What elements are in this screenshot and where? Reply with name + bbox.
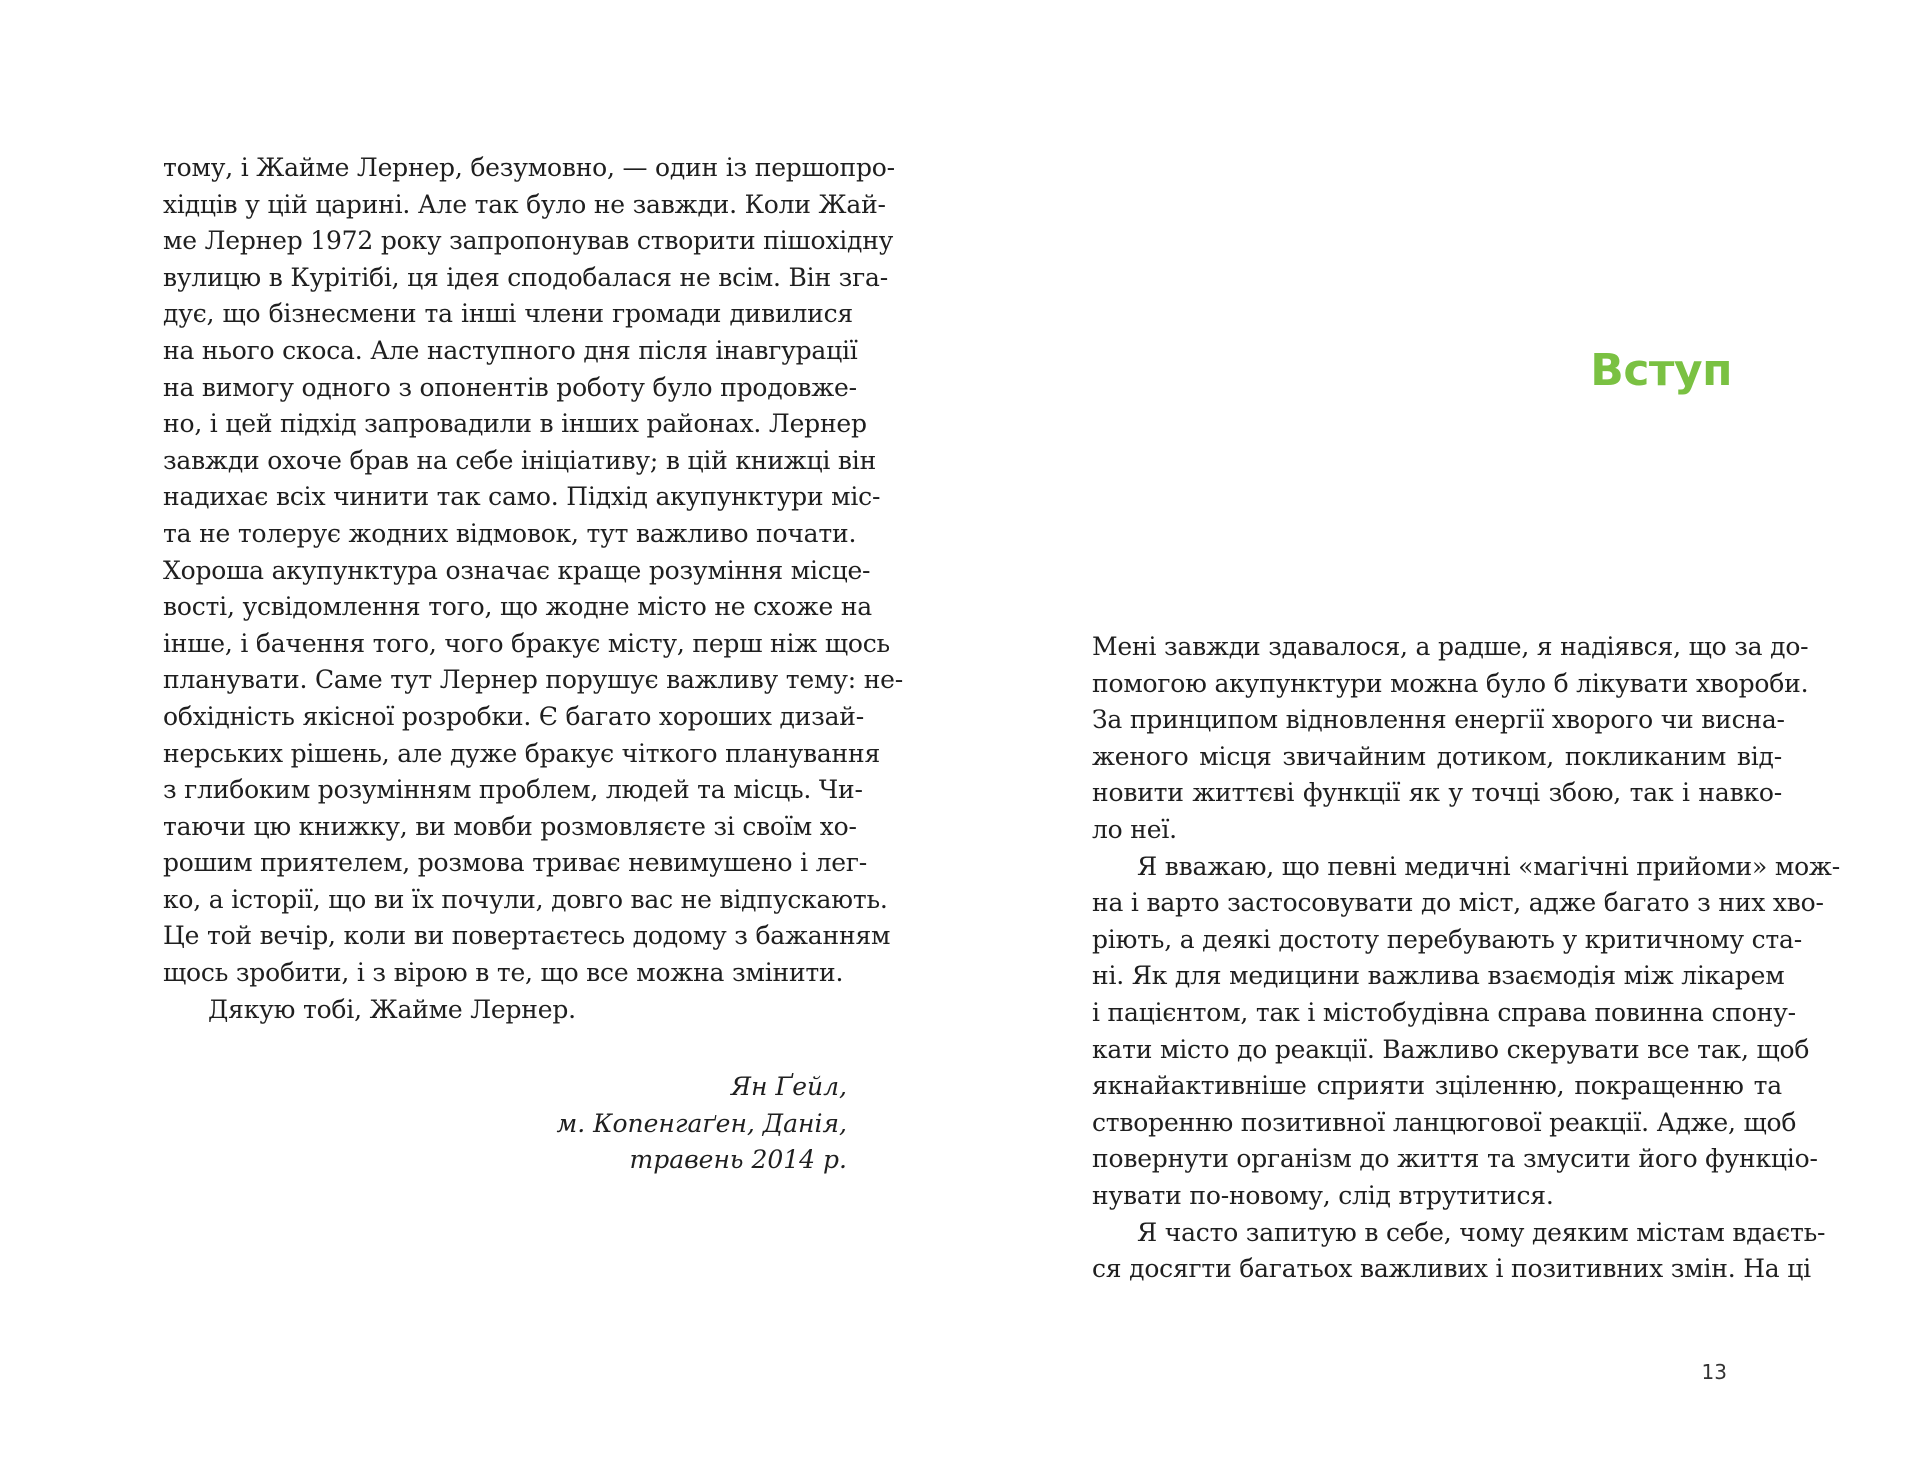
text-line: Це той вечір, коли ви повертаєтесь додому з бажанням [163, 921, 891, 951]
left-page-text [163, 150, 904, 1028]
text-line: кати місто до реакції. Важливо скерувати все так, щоб [1092, 1034, 1810, 1064]
text-line: нерських рішень, але дуже бракує чіткого планування [163, 738, 881, 768]
text-line: ріють, а деякі достоту перебувають у критичному ста- [1092, 924, 1803, 954]
signature-place: м. Копенгаґен, Данія, [556, 1108, 847, 1138]
signature-name: Ян Ґейл, [730, 1072, 847, 1101]
text-line: інше, і бачення того, чого бракує місту, перш ніж щось [163, 628, 890, 658]
text-line: нувати по-новому, слід втрутитися. [1092, 1180, 1554, 1210]
right-page [960, 0, 1920, 1477]
signature [163, 1069, 847, 1179]
text-line: но, і цей підхід запровадили в інших районах. Лернер [163, 409, 867, 439]
text-line: якнайактивніше сприяти зціленню, покращенню та [1092, 1071, 1782, 1101]
text-line: ні. Як для медицини важлива взаємодія між лікарем [1092, 961, 1785, 991]
text-line: ме Лернер 1972 року запропонував створити пішохідну [163, 226, 894, 256]
text-line: таючи цю книжку, ви мовби розмовляєте зі своїм хо- [163, 811, 857, 841]
text-line: помогою акупунктури можна було б лікувати хвороби. [1092, 668, 1809, 698]
right-page-text [1092, 629, 1840, 1288]
text-line: Я вважаю, що певні медичні «магічні прийоми» мож- [1137, 851, 1840, 881]
text-line: За принципом відновлення енергії хворого чи висна- [1092, 705, 1785, 735]
text-line: на вимогу одного з опонентів роботу було продовже- [163, 372, 857, 402]
text-line: рошим приятелем, розмова триває невимушено і лег- [163, 848, 868, 878]
text-line: повернути організм до життя та змусити його функціо- [1092, 1144, 1818, 1174]
text-line: вулицю в Курітібі, ця ідея сподобалася не всім. Він зга- [163, 262, 888, 292]
text-line: та не толерує жодних відмовок, тут важливо почати. [163, 518, 857, 548]
chapter-title: Вступ [1590, 345, 1732, 396]
text-line: ся досягти багатьох важливих і позитивних змін. На ці [1092, 1254, 1811, 1284]
text-line: вості, усвідомлення того, що жодне місто не схоже на [163, 592, 872, 622]
text-line: ло неї. [1092, 814, 1177, 844]
text-line: женого місця звичайним дотиком, покликаним від- [1092, 741, 1782, 771]
text-line: на і варто застосовувати до міст, адже багато з них хво- [1092, 888, 1824, 918]
signature-date: травень 2014 р. [629, 1145, 847, 1175]
text-line: щось зробити, і з вірою в те, що все можна змінити. [163, 958, 844, 988]
text-line: Мені завжди здавалося, а радше, я надіявся, що за до- [1092, 632, 1809, 661]
text-line: надихає всіх чинити так само. Підхід акупунктури міс- [163, 482, 881, 512]
text-line: з глибоким розумінням проблем, людей та місць. Чи- [163, 775, 863, 805]
closing-line: Дякую тобі, Жайме Лернер. [208, 994, 576, 1024]
text-line: тому, і Жайме Лернер, безумовно, — один із першопро- [163, 153, 895, 182]
text-line: завжди охоче брав на себе ініціативу; в цій книжці він [163, 445, 877, 475]
text-line: обхідність якісної розробки. Є багато хороших дизай- [163, 701, 864, 731]
text-line: хідців у цій царині. Але так було не завжди. Коли Жай- [163, 189, 886, 219]
text-line: створенню позитивної ланцюгової реакції. Адже, щоб [1092, 1107, 1797, 1137]
text-line: ко, а історії, що ви їх почули, довго вас не відпускають. [163, 884, 888, 914]
text-line: на нього скоса. Але наступного дня після інавгурації [163, 335, 858, 365]
text-line: новити життєві функції як у точці збою, так і навко- [1092, 778, 1782, 808]
text-line: Я часто запитую в себе, чому деяким містам вдаєть- [1137, 1217, 1826, 1247]
text-line: Хороша акупунктура означає краще розуміння місце- [163, 555, 871, 585]
text-line: планувати. Саме тут Лернер порушує важливу тему: не- [163, 665, 904, 695]
text-line: дує, що бізнесмени та інші члени громади дивилися [163, 299, 853, 329]
text-line: і пацієнтом, так і містобудівна справа повинна спону- [1092, 997, 1796, 1027]
page-number: 13 [1701, 1360, 1727, 1384]
